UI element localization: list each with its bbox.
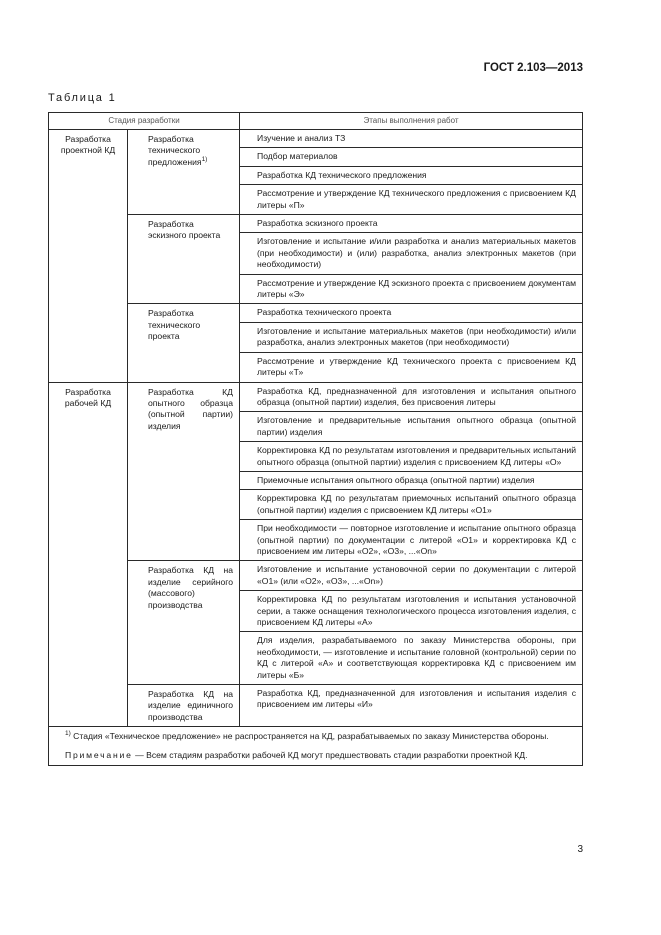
footnote-ref: 1) xyxy=(201,155,208,163)
step-cell: Рассмотрение и утверждение КД технического проекта с присвоением КД литеры «Т» xyxy=(240,352,583,382)
table-row xyxy=(49,561,583,591)
col-header-steps: Этапы выполнения работ xyxy=(240,113,583,130)
substage-single-production: Разработка КД на изделие единичного производства xyxy=(128,685,240,727)
table-header-row xyxy=(49,113,583,130)
table-caption: Таблица 1 xyxy=(48,92,117,104)
document-code: ГОСТ 2.103—2013 xyxy=(483,62,583,74)
step-cell: Корректировка КД по результатам приемочных испытаний опытного образца (опытной партии) изделия с присвоением КД литеры «О1» xyxy=(240,490,583,520)
stage-design-docs: Разработка проектной КД xyxy=(49,130,128,383)
step-cell: Разработка КД, предназначенной для изготовления и испытания опытного образца (опытной партии) изделия, без присвоения литеры xyxy=(240,382,583,412)
step-cell: Изготовление и испытание установочной серии по документации с литерой «О1» (или «О2», «О3», ...«Оn») xyxy=(240,561,583,591)
step-cell: Для изделия, разрабатываемого по заказу Министерства обороны, при необходимости, — изготовление и испытание головной (контрольной) серии по КД с литерой «А» и соответствующая корректировка КД с присвоением им литеры «Б» xyxy=(240,632,583,685)
step-cell: Рассмотрение и утверждение КД эскизного проекта с присвоением документам литеры «Э» xyxy=(240,274,583,304)
step-cell: Разработка КД, предназначенной для изготовления и испытания изделия с присвоением им литеры «И» xyxy=(240,685,583,727)
note-label: Примечание xyxy=(65,749,133,760)
step-cell: Разработка эскизного проекта xyxy=(240,215,583,233)
stage-working-docs: Разработка рабочей КД xyxy=(49,382,128,727)
step-cell: Изготовление и предварительные испытания опытного образца (опытной партии) изделия xyxy=(240,412,583,442)
stages-table xyxy=(48,112,583,766)
substage-technical-design: Разработка технического проекта xyxy=(128,304,240,382)
step-cell: Разработка технического проекта xyxy=(240,304,583,322)
substage-technical-proposal: Разработка технического предложения$^{1)}$ xyxy=(128,130,240,215)
col-header-stage: Стадия разработки xyxy=(49,113,240,130)
page-number: 3 xyxy=(577,844,583,855)
table-row xyxy=(49,215,583,233)
step-cell: Разработка КД технического предложения xyxy=(240,166,583,184)
table-row xyxy=(49,130,583,148)
table-row xyxy=(49,382,583,412)
step-cell: Корректировка КД по результатам изготовления и предварительных испытаний опытного образца (опытной партии) изделия с присвоением КД литеры «О» xyxy=(240,442,583,472)
step-cell: Подбор материалов xyxy=(240,148,583,166)
step-cell: Изготовление и испытание и/или разработка и анализ материальных макетов (при необходимости) и (или) разработка, анализ электронных макетов (при необходимости) xyxy=(240,233,583,274)
step-cell: Изготовление и испытание материальных макетов (при необходимости) и/или разработка, анализ электронных макетов (при необходимости) xyxy=(240,322,583,352)
step-cell: Изучение и анализ ТЗ xyxy=(240,130,583,148)
substage-draft-design: Разработка эскизного проекта xyxy=(128,215,240,304)
step-cell: При необходимости — повторное изготовление и испытание опытного образца (опытной партии) по документации с литерой «О1» и корректировка КД с присвоением им литеры «О2», «О3», ...«Оn» xyxy=(240,520,583,561)
table-notes xyxy=(49,727,583,766)
footnote: $^{1)}$ Стадия «Техническое предложение» не распространяется на КД, разрабатываемых по заказу Министерства обороны. xyxy=(65,730,549,742)
table-row xyxy=(49,685,583,727)
step-cell: Корректировка КД по результатам изготовления и испытания установочной серии, а также оснащения технологического процесса изготовления изделия, с присвоением КД литеры «А» xyxy=(240,591,583,632)
substage-serial-production: Разработка КД на изделие серийного (массового) производства xyxy=(128,561,240,685)
step-cell: Приемочные испытания опытного образца (опытной партии) изделия xyxy=(240,471,583,489)
table-notes-row xyxy=(49,727,583,766)
note: Примечание — Всем стадиям разработки рабочей КД могут предшествовать стадии разработки проектной КД. xyxy=(65,749,528,760)
step-cell: Рассмотрение и утверждение КД технического предложения с присвоением КД литеры «П» xyxy=(240,185,583,215)
substage-prototype: Разработка КД опытного образца (опытной партии) изделия xyxy=(128,382,240,561)
table-row xyxy=(49,304,583,322)
